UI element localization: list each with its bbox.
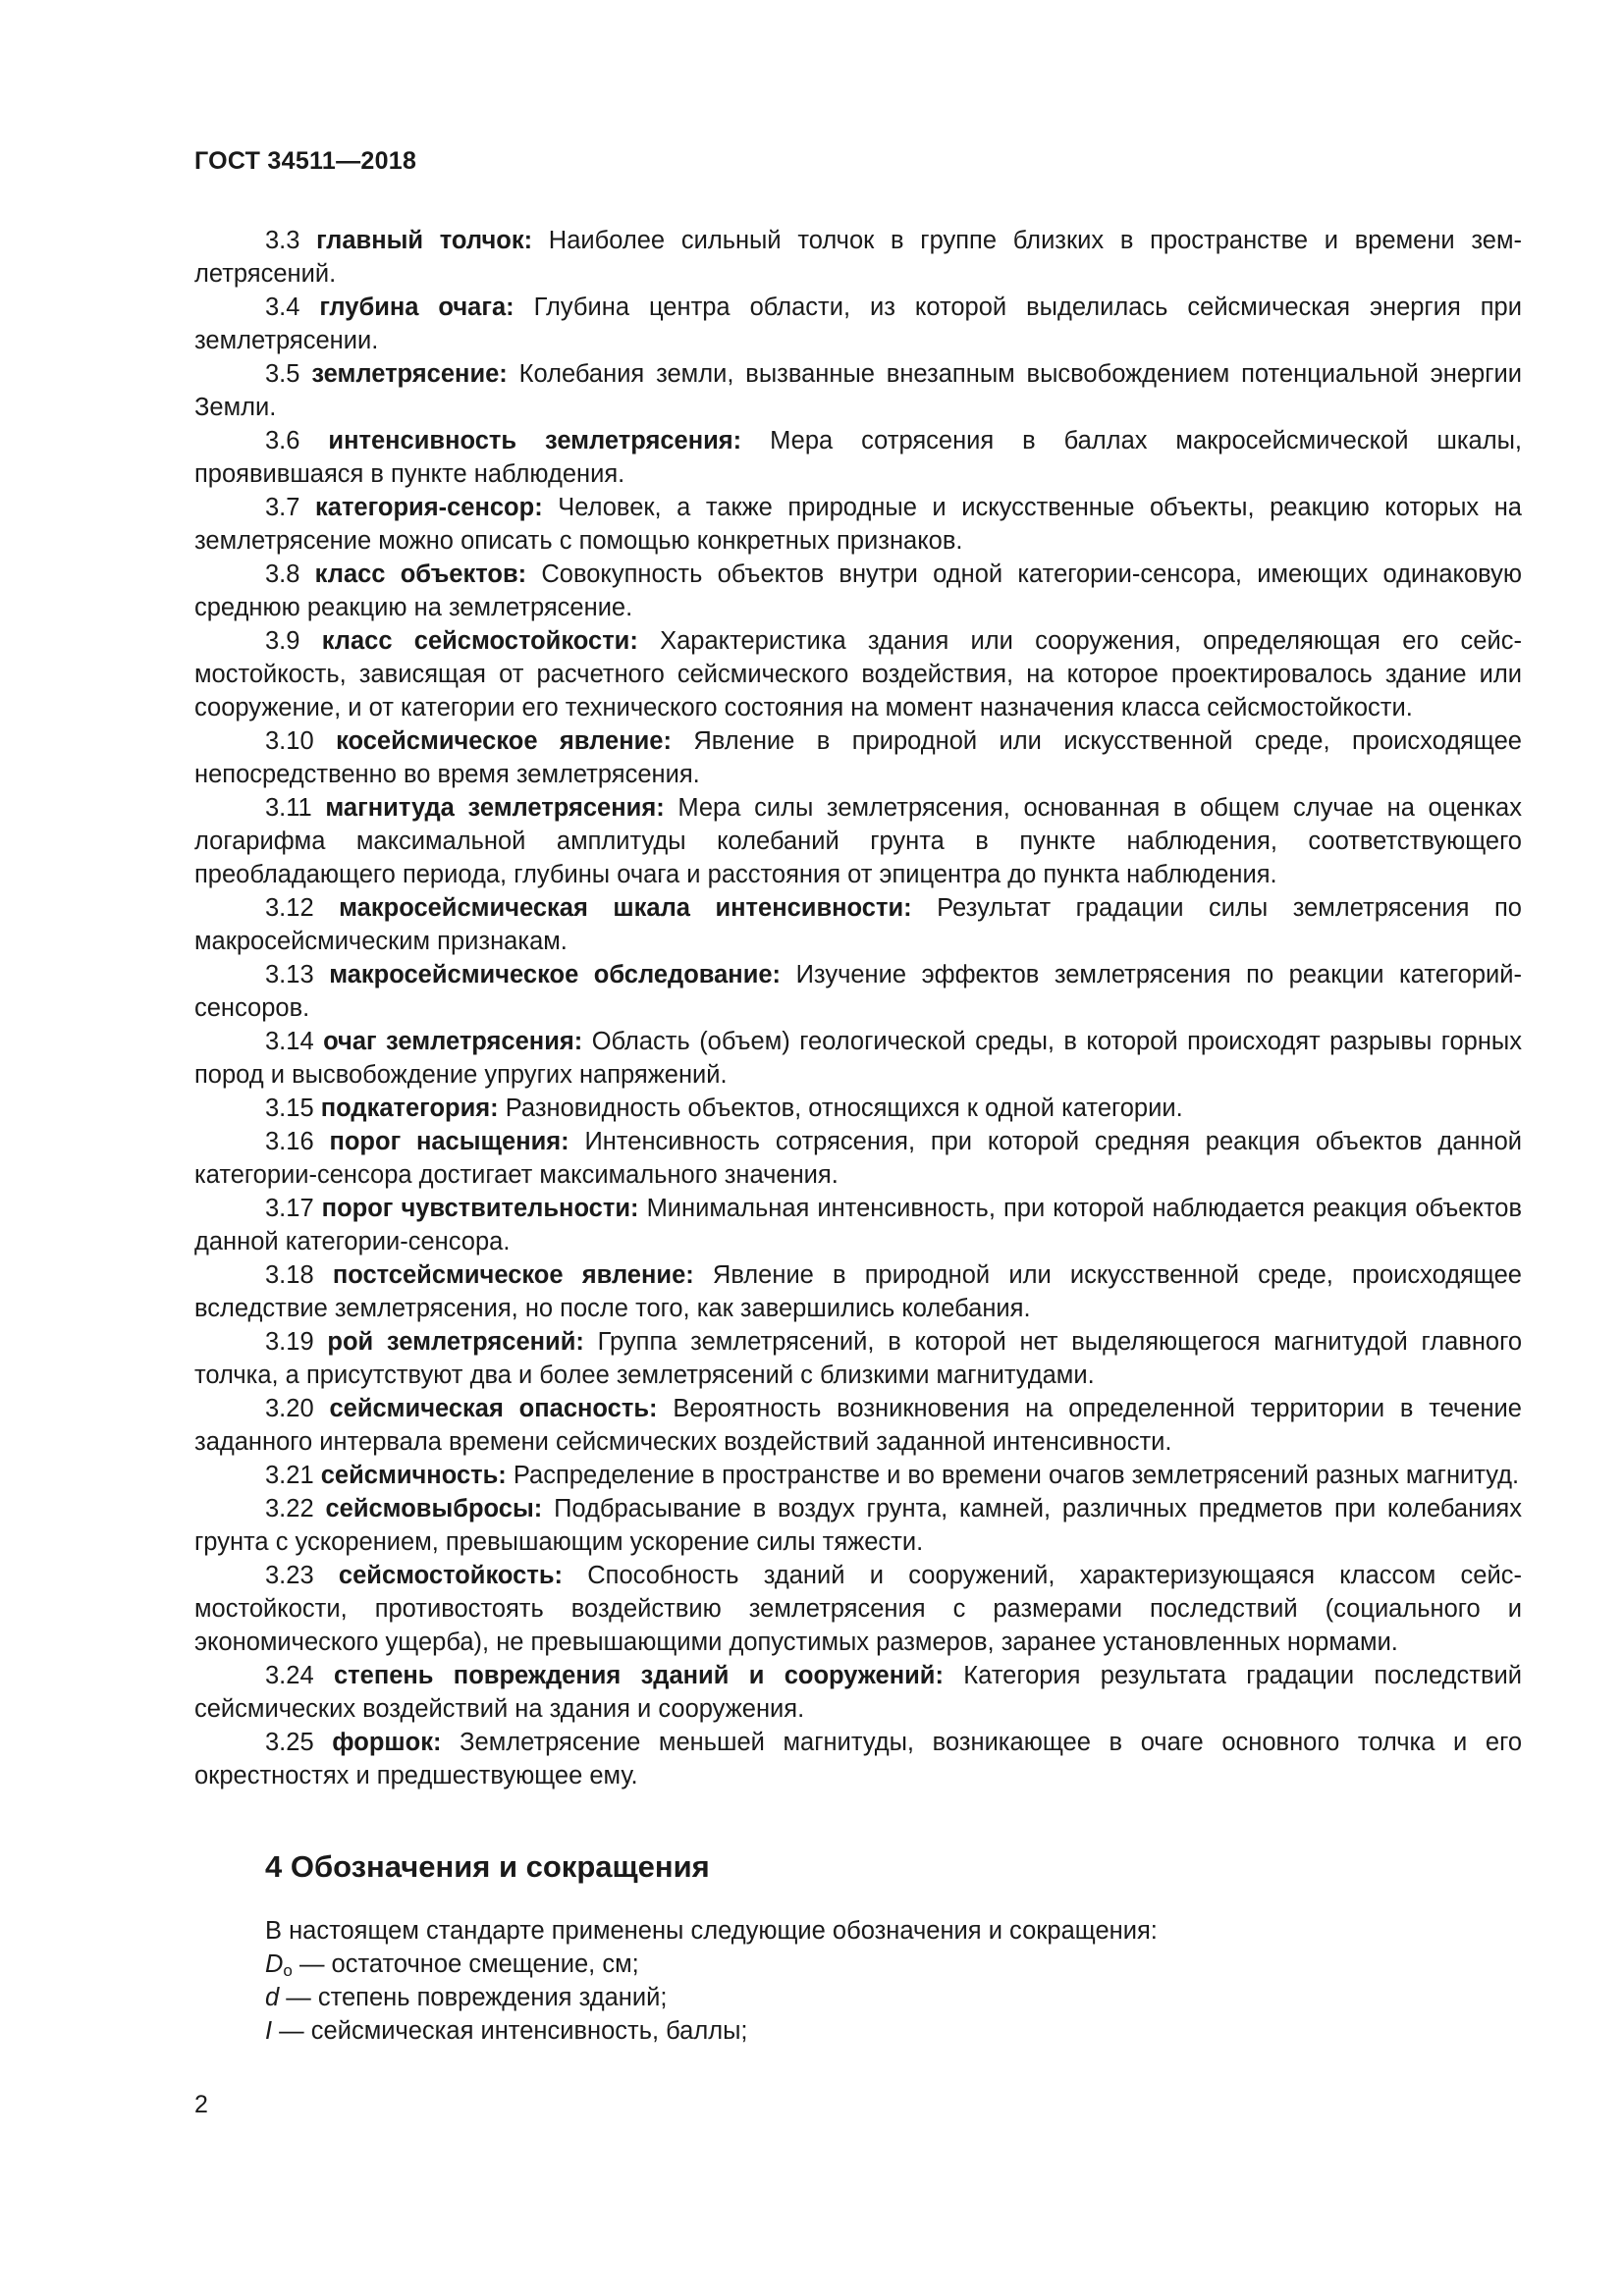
term-number: 3.8 — [265, 561, 300, 588]
term-number: 3.14 — [265, 1028, 314, 1055]
symbols-list — [194, 1948, 1522, 2048]
term-entry — [194, 357, 1522, 424]
term-name: класс объектов: — [314, 561, 527, 588]
term-number: 3.23 — [265, 1562, 314, 1589]
term-name: порог чувствительности: — [321, 1195, 639, 1222]
term-number: 3.24 — [265, 1662, 314, 1689]
term-definition: Область (объем) геологической среды, в которой происходят разрывы горных пород и высвобождение упругих напряжений. — [194, 1028, 1522, 1089]
term-entry — [194, 1025, 1522, 1092]
term-number: 3.16 — [265, 1128, 314, 1155]
symbol-description: — остаточное смещение, см; — [292, 1950, 639, 1978]
term-entry — [194, 491, 1522, 558]
term-name: сейсмичность: — [320, 1462, 507, 1489]
term-name: форшок: — [332, 1729, 442, 1756]
term-number: 3.6 — [265, 427, 300, 454]
term-name: порог насыщения: — [329, 1128, 569, 1155]
document-header: ГОСТ 34511—2018 — [194, 147, 417, 175]
term-name: категория-сенсор: — [315, 494, 543, 521]
term-definition: Человек, а также природные и искусственные объекты, реакцию которых на землетрясение можно описать с помощью конкретных признаков. — [194, 494, 1522, 555]
term-definition: Способность зданий и сооружений, характеризующаяся классом сейсмостойкости, противостоять воздействию землетрясения с размерами последствий (социального и экономического ущерба), не превышающими допустимых размеров, заранее установленных нормами. — [194, 1562, 1522, 1656]
symbol-row — [265, 1948, 1522, 1981]
term-number: 3.19 — [265, 1328, 314, 1356]
symbol-description: — степень повреждения зданий; — [279, 1984, 668, 2011]
section-intro: В настоящем стандарте применены следующие обозначения и сокращения: — [265, 1917, 1158, 1945]
term-name: сейсмовыбросы: — [325, 1495, 543, 1522]
term-entry — [194, 291, 1522, 357]
term-definition: Группа землетрясений, в которой нет выделяющегося магнитудой главного толчка, а присутствуют два и более землетрясений с близкими магнитудами. — [194, 1328, 1523, 1389]
terms-list — [194, 224, 1522, 1792]
term-definition: Разновидность объектов, относящихся к одной категории. — [505, 1095, 1183, 1122]
term-number: 3.21 — [265, 1462, 314, 1489]
symbol-row — [265, 1981, 1522, 2014]
term-name: очаг землетрясения: — [323, 1028, 583, 1055]
term-number: 3.5 — [265, 360, 300, 388]
term-number: 3.13 — [265, 961, 314, 988]
term-entry — [194, 791, 1522, 891]
term-number: 3.11 — [265, 794, 312, 822]
term-definition: Мера силы землетрясения, основанная в общем случае на оценках логарифма максимальной амплитуды колебаний грунта в пункте наблюдения, соответствующего преобладающего периода, глубины очага и расстояния от эпицентра до пункта наблюдения. — [194, 794, 1522, 888]
term-entry — [194, 958, 1522, 1025]
term-entry — [194, 891, 1522, 958]
section-title: 4 Обозначения и сокращения — [265, 1849, 710, 1884]
term-name: подкатегория: — [320, 1095, 499, 1122]
term-definition: Колебания земли, вызванные внезапным высвобождением потенциальной энергии Земли. — [194, 360, 1522, 421]
term-number: 3.9 — [265, 627, 300, 655]
term-entry — [194, 1258, 1522, 1325]
term-entry — [194, 1092, 1522, 1125]
symbol-row — [265, 2014, 1522, 2048]
term-name: интенсивность землетрясения: — [328, 427, 742, 454]
term-definition: Изучение эффектов землетрясения по реакции категорий-сенсоров. — [194, 961, 1523, 1022]
term-name: магнитуда землетрясения: — [325, 794, 665, 822]
term-entry — [194, 1459, 1522, 1492]
symbol: D — [265, 1950, 284, 1978]
term-name: главный толчок: — [316, 227, 533, 254]
term-number: 3.3 — [265, 227, 300, 254]
term-definition: Результат градации силы землетрясения по макросейсмическим признакам. — [194, 894, 1522, 955]
term-name: косейсмическое явление: — [336, 727, 672, 755]
term-name: глубина очага: — [319, 294, 514, 321]
term-definition: Подбрасывание в воздух грунта, камней, различных предметов при колебаниях грунта с ускорением, превышающим ускорение силы тяжести. — [194, 1495, 1522, 1556]
term-entry — [194, 224, 1522, 291]
term-definition: Землетрясение меньшей магнитуды, возникающее в очаге основного толчка и его окрестностях и предшествующее ему. — [194, 1729, 1523, 1789]
term-entry — [194, 1392, 1522, 1459]
term-entry — [194, 1325, 1522, 1392]
term-definition: Минимальная интенсивность, при которой наблюдается реакция объектов данной категории-сенсора. — [194, 1195, 1523, 1255]
term-entry — [194, 624, 1522, 724]
term-entry — [194, 1726, 1522, 1792]
term-number: 3.10 — [265, 727, 314, 755]
term-name: рой землетрясений: — [327, 1328, 584, 1356]
term-entry — [194, 558, 1522, 624]
term-definition: Глубина центра области, из которой выделилась сейсмическая энергия при землетрясении. — [194, 294, 1522, 354]
term-number: 3.4 — [265, 294, 300, 321]
term-name: постсейсмическое явление: — [332, 1261, 694, 1289]
symbol-description: — сейсмическая интенсивность, баллы; — [272, 2017, 748, 2045]
term-name: макросейсмическая шкала интенсивности: — [339, 894, 912, 922]
symbol-subscript: о — [283, 1961, 293, 1980]
term-number: 3.18 — [265, 1261, 314, 1289]
symbol: I — [265, 2017, 273, 2045]
term-definition: Распределение в пространстве и во времени очагов землетрясений разных магнитуд. — [513, 1462, 1520, 1489]
term-entry — [194, 1492, 1522, 1559]
term-entry — [194, 724, 1522, 791]
term-name: землетрясение: — [311, 360, 508, 388]
term-definition: Интенсивность сотрясения, при которой средняя реакция объектов данной категории-сенсора достигает максимального значения. — [194, 1128, 1523, 1189]
term-number: 3.22 — [265, 1495, 314, 1522]
term-definition: Явление в природной или искусственной среде, происходящее вследствие землетрясения, но после того, как завершились колебания. — [194, 1261, 1522, 1322]
term-definition: Характеристика здания или сооружения, определяющая его сейсмостойкость, зависящая от расчетного сейсмического воздействия, на которое проектировалось здание или сооружение, и от категории его технического состояния на момент назначения класса сейсмостойкости. — [194, 627, 1522, 721]
term-name: сейсмостойкость: — [338, 1562, 563, 1589]
term-entry — [194, 1125, 1522, 1192]
term-definition: Вероятность возникновения на определенной территории в течение заданного интервала времени сейсмических воздействий заданной интенсивности. — [194, 1395, 1522, 1456]
term-number: 3.7 — [265, 494, 300, 521]
term-entry — [194, 1192, 1522, 1258]
term-definition: Явление в природной или искусственной среде, происходящее непосредственно во время землетрясения. — [194, 727, 1522, 788]
term-entry — [194, 1659, 1522, 1726]
term-definition: Наиболее сильный толчок в группе близких в пространстве и времени землетрясений. — [194, 227, 1522, 288]
term-name: класс сейсмостойкости: — [321, 627, 638, 655]
term-entry — [194, 1559, 1522, 1659]
term-number: 3.12 — [265, 894, 314, 922]
term-number: 3.20 — [265, 1395, 314, 1422]
term-entry — [194, 424, 1522, 491]
term-name: сейсмическая опасность: — [329, 1395, 658, 1422]
term-name: макросейсмическое обследование: — [329, 961, 782, 988]
term-number: 3.15 — [265, 1095, 314, 1122]
term-definition: Мера сотрясения в баллах макросейсмической шкалы, проявившаяся в пункте наблюдения. — [194, 427, 1523, 488]
term-number: 3.17 — [265, 1195, 314, 1222]
term-name: степень повреждения зданий и сооружений: — [333, 1662, 944, 1689]
term-definition: Категория результата градации последствий сейсмических воздействий на здания и сооружения. — [194, 1662, 1522, 1723]
term-number: 3.25 — [265, 1729, 314, 1756]
term-definition: Совокупность объектов внутри одной категории-сенсора, имеющих одинаковую среднюю реакцию на землетрясение. — [194, 561, 1522, 621]
page-content — [194, 224, 1522, 2048]
page-number: 2 — [194, 2091, 208, 2118]
symbol: d — [265, 1984, 280, 2011]
